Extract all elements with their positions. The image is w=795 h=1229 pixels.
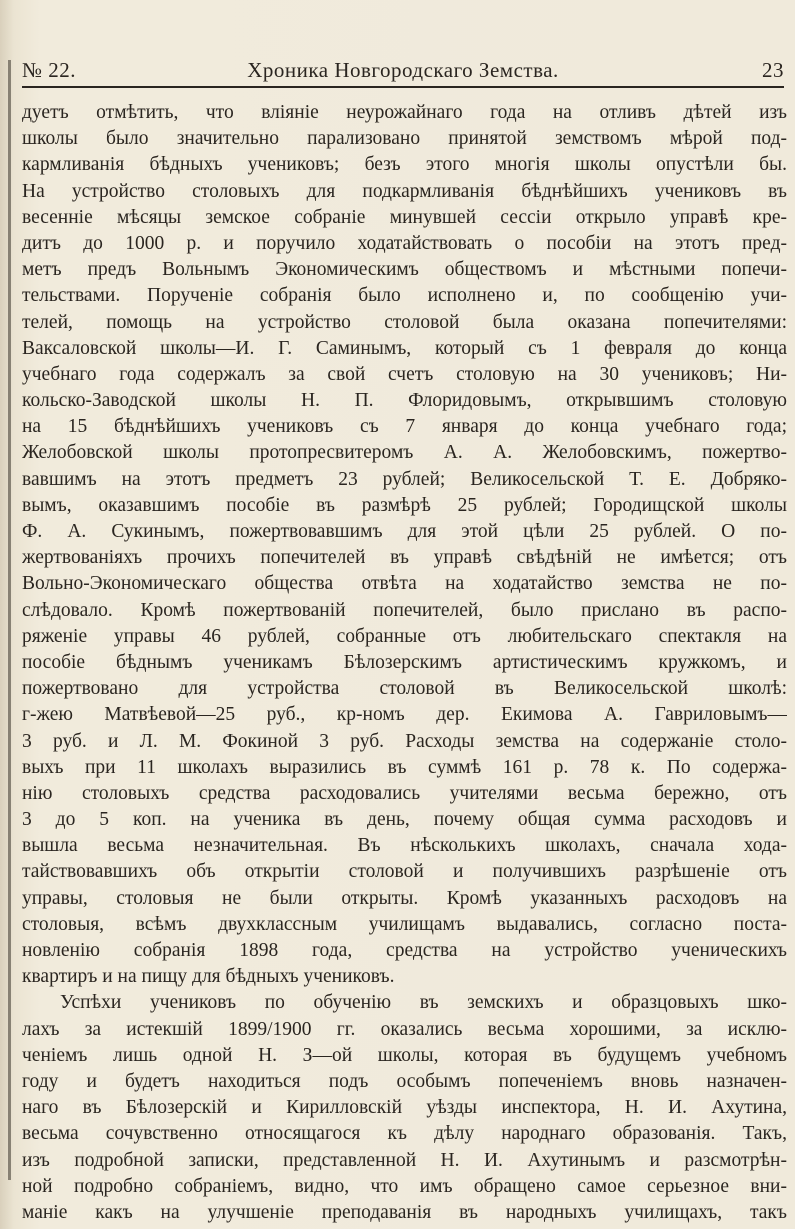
text-line: управы, столовыя не были открыты. Кромѣ указанныхъ расходовъ на <box>22 887 787 909</box>
text-line: ной подробно собраніемъ, видно, что имъ обращено самое серьезное вни- <box>22 1175 787 1197</box>
journal-title: Хроника Новгородскаго Земства. <box>247 58 559 82</box>
running-header <box>22 56 784 86</box>
text-line: на 15 бѣднѣйшихъ учениковъ съ 7 января до конца учебнаго года; <box>22 416 787 438</box>
text-line: телей, помощь на устройство столовой была оказана попечителями: <box>22 311 787 333</box>
text-line: наго въ Бѣлозерскій и Кирилловскій уѣзды инспектора, Н. И. Ахутина, <box>22 1097 787 1119</box>
text-line: весенніе мѣсяцы земское собраніе минувшей сессіи открыло управѣ кре- <box>22 206 787 228</box>
text-line: метъ предъ Вольнымъ Экономическимъ обществомъ и мѣстными попечи- <box>22 259 787 281</box>
text-line: ряженіе управы 46 рублей, собранные отъ любительскаго спектакля на <box>22 625 787 647</box>
page-number: 23 <box>762 58 784 82</box>
text-line: выхъ при 11 школахъ выразились въ суммѣ 161 р. 78 к. По содержа- <box>22 756 787 778</box>
text-line: году и будетъ находиться подъ особымъ попеченіемъ вновь назначен- <box>22 1070 787 1092</box>
text-line: маніе какъ на улучшеніе преподаванія въ народныхъ училищахъ, такъ <box>22 1201 787 1223</box>
issue-number: № 22. <box>22 58 77 82</box>
text-line: слѣдовало. Кромѣ пожертвованій попечителей, было прислано въ распо- <box>22 599 787 621</box>
text-line: На устройство столовыхъ для подкармливанія бѣднѣйшихъ учениковъ въ <box>22 180 787 202</box>
article-body <box>22 100 787 1226</box>
text-line: вымъ, оказавшимъ пособіе въ размѣрѣ 25 рублей; Городищской школы <box>22 494 787 516</box>
text-line: Вольно-Экономическаго общества отвѣта на ходатайство земства не по- <box>22 573 787 595</box>
text-line: новленію собранія 1898 года, средства на устройство ученическихъ <box>22 940 787 961</box>
text-line: ченіемъ лишь одной Н. З—ой школы, которая въ будущемъ учебномъ <box>22 1044 787 1066</box>
text-line: 3 руб. и Л. М. Фокиной 3 руб. Расходы земства на содержаніе столо- <box>22 730 787 752</box>
text-line: нію столовыхъ средства расходовались учителями весьма бережно, отъ <box>22 782 787 804</box>
text-line: вышла весьма незначительная. Въ нѣсколькихъ школахъ, сначала хода- <box>22 835 787 857</box>
text-line: квартиръ и на пищу для бѣдныхъ учениковъ. <box>22 966 395 988</box>
text-line: школы было значительно парализовано принятой земствомъ мѣрой под- <box>22 128 787 150</box>
text-line: учебнаго года содержалъ за свой счетъ столовую на 30 учениковъ; Ни- <box>22 363 787 385</box>
header-rule <box>22 86 784 88</box>
text-line: г-жею Матвѣевой—25 руб., кр-номъ дер. Екимова А. Гавриловымъ— <box>22 704 787 726</box>
text-line: вавшимъ на этотъ предметъ 23 рублей; Великосельской Т. Е. Добряко- <box>22 468 787 490</box>
text-line: кольско-Заводской школы Н. П. Флоридовымъ, открывшимъ столовую <box>22 390 787 412</box>
text-line: жертвованіяхъ прочихъ попечителей въ управѣ свѣдѣній не имѣется; отъ <box>22 547 787 569</box>
text-line: дитъ до 1000 р. и поручило ходатайствовать о пособіи на этотъ пред- <box>22 232 787 254</box>
text-line: лахъ за истекшій 1899/1900 гг. оказались весьма хорошими, за исклю- <box>22 1018 787 1040</box>
text-line: столовыя, всѣмъ двухклассным училищамъ выдавались, согласно поста- <box>22 913 787 935</box>
text-line: кармливанія бѣдныхъ учениковъ; безъ этого многія школы опустѣли бы. <box>22 154 787 176</box>
text-line: пособіе бѣднымъ ученикамъ Бѣлозерскимъ артистическимъ кружкомъ, и <box>22 651 787 673</box>
text-line: дуетъ отмѣтить, что вліяніе неурожайнаго года на отливъ дѣтей изъ <box>22 102 787 123</box>
text-line: Ф. А. Сукинымъ, пожертвовавшимъ для этой цѣли 25 рублей. О по- <box>22 521 787 542</box>
text-line: весьма сочувственно относящагося къ дѣлу народнаго образованія. Такъ, <box>22 1123 787 1145</box>
text-line: Желобовской школы протопресвитеромъ А. А. Желобовскимъ, пожертво- <box>22 442 787 464</box>
text-line: тайствовавшихъ объ открытіи столовой и получившихъ разрѣшеніе отъ <box>22 861 787 883</box>
text-line: изъ подробной записки, представленной Н. И. Ахутинымъ и разсмотрѣн- <box>22 1149 787 1171</box>
text-line: Успѣхи учениковъ по обученію въ земскихъ и образцовыхъ шко- <box>60 992 787 1014</box>
binding-edge <box>8 60 11 1180</box>
text-line: Ваксаловской школы—И. Г. Саминымъ, который съ 1 февраля до конца <box>22 337 787 359</box>
text-line: 3 до 5 коп. на ученика въ день, почему общая сумма расходовъ и <box>22 809 787 831</box>
text-line: пожертвовано для устройства столовой въ Великосельской школѣ: <box>22 678 787 700</box>
text-line: тельствами. Порученіе собранія было исполнено и, по сообщенію учи- <box>22 285 787 307</box>
